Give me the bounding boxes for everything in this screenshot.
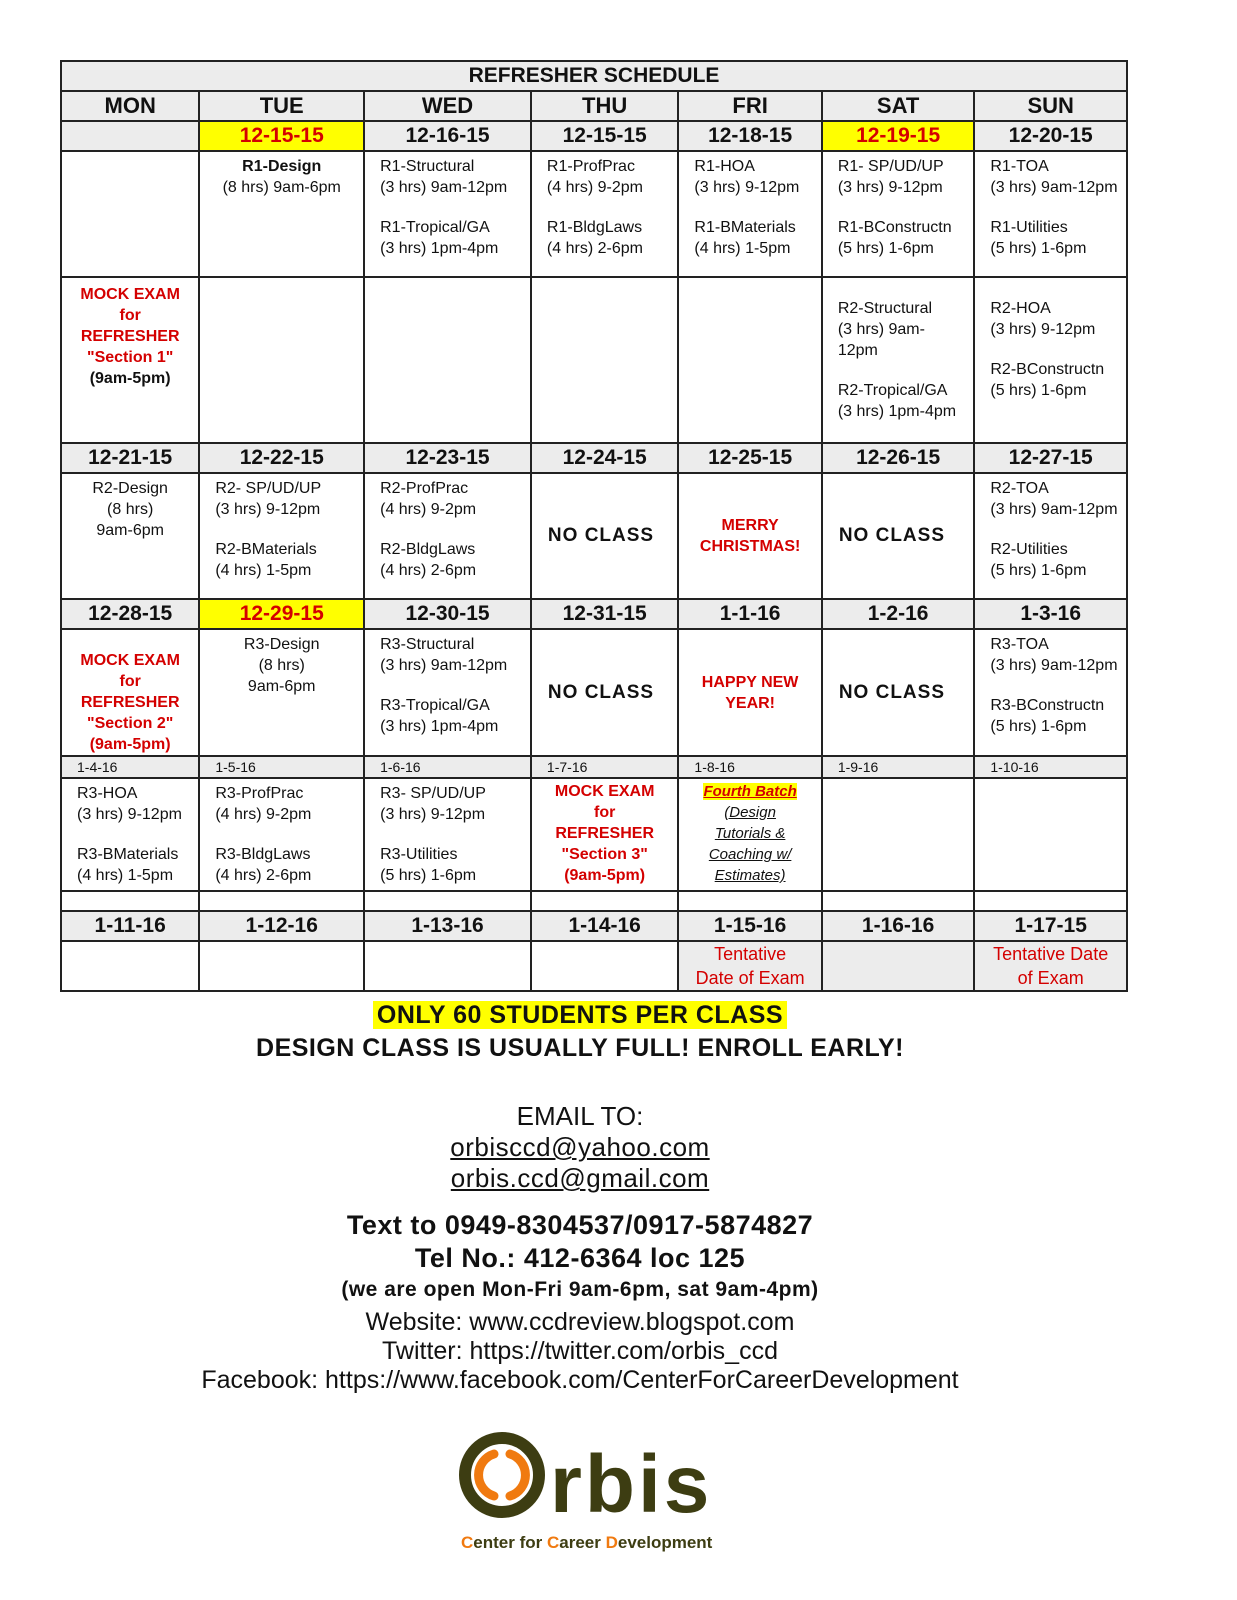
date-cell-small: 1-6-16	[364, 756, 531, 778]
twitter-link[interactable]: Twitter: https://twitter.com/orbis_ccd	[382, 1337, 778, 1365]
subject: R3-HOA	[77, 785, 138, 802]
date-cell-small: 1-8-16	[678, 756, 821, 778]
class-time: (3 hrs) 9am-12pm	[380, 657, 508, 674]
mock-line: REFRESHER	[80, 694, 180, 711]
tagline-initial: C	[461, 1533, 474, 1552]
empty-cell	[199, 277, 364, 443]
date-cell: 12-18-15	[678, 121, 821, 151]
mock-line: "Section 2"	[87, 715, 174, 732]
email-link-gmail[interactable]: orbis.ccd@gmail.com	[450, 1163, 710, 1193]
date-cell-small: 1-7-16	[531, 756, 678, 778]
subject: R1- SP/UD/UP	[837, 158, 944, 175]
mock-exam-cell	[61, 277, 199, 443]
tagline-initial: D	[605, 1533, 618, 1552]
no-class-cell	[822, 473, 975, 599]
date-cell: 12-31-15	[531, 599, 678, 629]
class-time: 9am-6pm	[96, 522, 164, 539]
day-header-wed: WED	[364, 91, 531, 121]
class-time: (4 hrs) 1-5pm	[77, 867, 174, 884]
subject: R1-BldgLaws	[546, 219, 643, 236]
class-time: (3 hrs) 1pm-4pm	[837, 403, 957, 420]
class-time: (5 hrs) 1-6pm	[990, 562, 1087, 579]
subject: R2- SP/UD/UP	[215, 480, 322, 497]
no-class-label: NO CLASS	[547, 525, 655, 546]
fourth-batch-line: Tutorials &	[714, 825, 786, 842]
mock-time: (9am-5pm)	[564, 867, 646, 884]
date-cell: 1-11-16	[61, 911, 199, 941]
subject: R2-BMaterials	[215, 541, 317, 558]
refresher-schedule-table	[60, 60, 1128, 992]
empty-cell	[822, 778, 975, 891]
date-cell: 12-30-15	[364, 599, 531, 629]
class-cell	[199, 629, 364, 756]
subject: R2-Design	[92, 480, 168, 497]
subject: R2-HOA	[990, 300, 1051, 317]
date-cell	[61, 121, 199, 151]
date-cell: 1-17-15	[974, 911, 1127, 941]
office-hours: (we are open Mon-Fri 9am-6pm, sat 9am-4pm)	[341, 1278, 819, 1301]
class-cell	[822, 151, 975, 277]
class-time: (5 hrs) 1-6pm	[990, 718, 1087, 735]
date-cell-small: 1-10-16	[974, 756, 1127, 778]
class-time: (5 hrs) 1-6pm	[990, 382, 1087, 399]
date-cell-small: 1-9-16	[822, 756, 975, 778]
date-cell-highlighted: 12-19-15	[822, 121, 975, 151]
subject: R3-BMaterials	[77, 846, 179, 863]
date-cell: 12-26-15	[822, 443, 975, 473]
date-cell: 1-15-16	[678, 911, 821, 941]
class-time: (3 hrs) 1pm-4pm	[380, 718, 499, 735]
date-cell: 12-28-15	[61, 599, 199, 629]
date-cell: 12-15-15	[531, 121, 678, 151]
mock-line: "Section 1"	[87, 349, 174, 366]
subject: R2-Utilities	[990, 541, 1068, 558]
subject: R3-BldgLaws	[215, 846, 311, 863]
class-time: (3 hrs) 9am-12pm	[990, 657, 1118, 674]
class-time: (5 hrs) 1-6pm	[380, 867, 477, 884]
tentative-line: Tentative	[714, 944, 787, 964]
class-cell	[822, 277, 975, 443]
no-class-label: NO CLASS	[547, 681, 655, 703]
schedule-title: REFRESHER SCHEDULE	[61, 61, 1127, 91]
day-header-sun: SUN	[974, 91, 1127, 121]
spacer-cell	[531, 891, 678, 911]
day-header-thu: THU	[531, 91, 678, 121]
tentative-exam-cell	[678, 941, 821, 991]
class-time: (4 hrs) 1-5pm	[694, 240, 791, 257]
holiday-cell	[678, 473, 821, 599]
class-cell	[61, 778, 199, 891]
spacer-cell	[974, 891, 1127, 911]
class-cell	[199, 778, 364, 891]
subject: R3-Tropical/GA	[380, 697, 490, 714]
holiday-line: CHRISTMAS!	[699, 538, 801, 555]
class-time: (3 hrs) 1pm-4pm	[380, 240, 499, 257]
enroll-early-notice: DESIGN CLASS IS USUALLY FULL! ENROLL EARLY!	[256, 1034, 904, 1062]
mock-line: for	[594, 804, 616, 821]
mock-line: for	[119, 673, 141, 690]
subject: R3-BConstructn	[990, 697, 1105, 714]
class-time: (3 hrs) 9-12pm	[77, 806, 182, 823]
class-time: 12pm	[837, 342, 878, 359]
class-time: (5 hrs) 1-6pm	[990, 240, 1087, 257]
date-cell: 1-16-16	[822, 911, 975, 941]
website-link[interactable]: Website: www.ccdreview.blogspot.com	[365, 1308, 795, 1336]
spacer-cell	[61, 891, 199, 911]
date-cell: 12-23-15	[364, 443, 531, 473]
facebook-link[interactable]: Facebook: https://www.facebook.com/CenterForCareerDevelopment	[201, 1366, 959, 1394]
class-cell	[199, 473, 364, 599]
day-header-sat: SAT	[822, 91, 975, 121]
class-cell	[974, 151, 1127, 277]
class-time: (4 hrs) 9-2pm	[215, 806, 312, 823]
tagline-word: enter for	[473, 1533, 547, 1552]
email-link-yahoo[interactable]: orbisccd@yahoo.com	[450, 1132, 710, 1162]
class-time: (3 hrs) 9-12pm	[837, 179, 943, 196]
fourth-batch-line: Estimates)	[714, 867, 786, 884]
empty-cell	[822, 941, 975, 991]
subject: R1-Design	[242, 158, 322, 175]
fourth-batch-line: (Design	[724, 804, 776, 821]
subject: R2-ProfPrac	[380, 480, 469, 497]
holiday-line: YEAR!	[725, 694, 775, 712]
logo-inner-arc-left	[479, 1454, 494, 1496]
mock-exam-cell	[61, 629, 199, 756]
class-cell	[364, 473, 531, 599]
no-class-label: NO CLASS	[838, 525, 945, 546]
fourth-batch-line: Coaching w/	[708, 846, 792, 863]
email-label: EMAIL TO:	[516, 1101, 644, 1131]
subject: R2-Tropical/GA	[837, 382, 948, 399]
mock-exam-cell	[531, 778, 678, 891]
class-cell	[974, 473, 1127, 599]
logo-inner-arc-right	[510, 1454, 525, 1496]
text-numbers: Text to 0949-8304537/0917-5874827	[346, 1210, 814, 1240]
date-cell: 1-2-16	[822, 599, 975, 629]
class-time: (8 hrs)	[107, 501, 154, 518]
class-time: (4 hrs) 2-6pm	[380, 562, 477, 579]
date-cell-small: 1-4-16	[61, 756, 199, 778]
fourth-batch-label: Fourth Batch	[703, 783, 797, 800]
tentative-line: Date of Exam	[695, 968, 805, 988]
mock-time: (9am-5pm)	[89, 736, 171, 753]
fourth-batch-cell	[678, 778, 821, 891]
empty-cell	[531, 941, 678, 991]
no-class-cell	[531, 629, 678, 756]
date-cell: 12-27-15	[974, 443, 1127, 473]
spacer-cell	[822, 891, 975, 911]
tentative-exam-cell	[974, 941, 1127, 991]
holiday-line: MERRY	[721, 517, 779, 534]
subject: R3-ProfPrac	[215, 785, 304, 802]
telephone-number: Tel No.: 412-6364 loc 125	[414, 1243, 746, 1273]
class-cell	[531, 151, 678, 277]
empty-cell	[364, 277, 531, 443]
subject: R3-Structural	[380, 636, 475, 653]
day-header-tue: TUE	[199, 91, 364, 121]
class-cell	[678, 151, 821, 277]
class-time: (3 hrs) 9am-12pm	[380, 179, 508, 196]
tentative-line: of Exam	[1017, 968, 1084, 988]
orbis-logo	[458, 1420, 788, 1580]
mock-line: for	[119, 307, 141, 324]
tentative-line: Tentative Date	[993, 944, 1109, 964]
day-header-mon: MON	[61, 91, 199, 121]
class-cell	[199, 151, 364, 277]
class-cell	[974, 629, 1127, 756]
date-cell: 1-1-16	[678, 599, 821, 629]
class-time: (8 hrs) 9am-6pm	[222, 179, 341, 196]
date-cell-highlighted: 12-29-15	[199, 599, 364, 629]
class-time: (3 hrs) 9-12pm	[990, 321, 1096, 338]
spacer-cell	[364, 891, 531, 911]
mock-line: MOCK EXAM	[80, 652, 180, 669]
class-cell	[974, 277, 1127, 443]
no-class-label: NO CLASS	[838, 681, 945, 703]
date-cell: 1-12-16	[199, 911, 364, 941]
empty-cell	[61, 151, 199, 277]
date-cell: 12-20-15	[974, 121, 1127, 151]
class-limit-notice: ONLY 60 STUDENTS PER CLASS	[373, 1001, 787, 1029]
subject: R3- SP/UD/UP	[380, 785, 486, 802]
class-time: (3 hrs) 9am-12pm	[990, 501, 1118, 518]
subject: R1-HOA	[694, 158, 755, 175]
class-cell	[364, 151, 531, 277]
day-header-fri: FRI	[678, 91, 821, 121]
date-cell: 12-16-15	[364, 121, 531, 151]
mock-line: "Section 3"	[561, 846, 648, 863]
spacer-cell	[678, 891, 821, 911]
subject: R2-BConstructn	[990, 361, 1105, 378]
date-cell-small: 1-5-16	[199, 756, 364, 778]
class-time: (5 hrs) 1-6pm	[837, 240, 934, 257]
mock-time: (9am-5pm)	[89, 370, 171, 387]
empty-cell	[531, 277, 678, 443]
empty-cell	[364, 941, 531, 991]
empty-cell	[678, 277, 821, 443]
class-time: (3 hrs) 9-12pm	[215, 501, 321, 518]
tagline-word: evelopment	[617, 1533, 713, 1552]
class-time: (4 hrs) 2-6pm	[215, 867, 312, 884]
mock-line: MOCK EXAM	[554, 783, 655, 800]
mock-line: REFRESHER	[555, 825, 654, 842]
class-time: (8 hrs)	[258, 657, 305, 674]
class-time: (4 hrs) 1-5pm	[215, 562, 312, 579]
date-cell: 1-13-16	[364, 911, 531, 941]
tagline-word: areer	[559, 1533, 606, 1552]
holiday-line: HAPPY NEW	[701, 673, 799, 691]
no-class-cell	[822, 629, 975, 756]
subject: R3-Utilities	[380, 846, 458, 863]
spacer-cell	[199, 891, 364, 911]
mock-line: REFRESHER	[80, 328, 180, 345]
subject: R1-BConstructn	[837, 219, 952, 236]
tagline-initial: C	[546, 1533, 560, 1552]
class-cell	[364, 629, 531, 756]
empty-cell	[974, 778, 1127, 891]
class-time: (3 hrs) 9am-	[837, 321, 925, 338]
contact-info	[0, 995, 1160, 1395]
date-cell: 1-14-16	[531, 911, 678, 941]
class-time: (4 hrs) 2-6pm	[546, 240, 643, 257]
subject: R2-TOA	[990, 480, 1049, 497]
subject: R2-BldgLaws	[380, 541, 476, 558]
subject: R1-Tropical/GA	[380, 219, 490, 236]
class-time: 9am-6pm	[247, 678, 316, 695]
class-time: (4 hrs) 9-2pm	[380, 501, 477, 518]
subject: R1-BMaterials	[694, 219, 796, 236]
empty-cell	[61, 941, 199, 991]
class-time: (3 hrs) 9am-12pm	[990, 179, 1118, 196]
subject: R1-Utilities	[990, 219, 1068, 236]
class-time: (3 hrs) 9-12pm	[694, 179, 800, 196]
date-cell: 12-22-15	[199, 443, 364, 473]
subject: R2-Structural	[837, 300, 933, 317]
logo-tagline	[461, 1533, 713, 1552]
date-cell: 12-24-15	[531, 443, 678, 473]
subject: R1-ProfPrac	[546, 158, 635, 175]
no-class-cell	[531, 473, 678, 599]
logo-wordmark: rbis	[550, 1439, 713, 1530]
subject: R1-TOA	[990, 158, 1049, 175]
class-time: (3 hrs) 9-12pm	[380, 806, 486, 823]
date-cell: 1-3-16	[974, 599, 1127, 629]
date-cell: 12-21-15	[61, 443, 199, 473]
empty-cell	[199, 941, 364, 991]
class-time: (4 hrs) 9-2pm	[546, 179, 643, 196]
subject: R3-Design	[243, 636, 320, 653]
mock-line: MOCK EXAM	[80, 286, 180, 303]
subject: R1-Structural	[380, 158, 475, 175]
holiday-cell	[678, 629, 821, 756]
class-cell	[61, 473, 199, 599]
class-cell	[364, 778, 531, 891]
date-cell-highlighted: 12-15-15	[199, 121, 364, 151]
date-cell: 12-25-15	[678, 443, 821, 473]
subject: R3-TOA	[990, 636, 1049, 653]
